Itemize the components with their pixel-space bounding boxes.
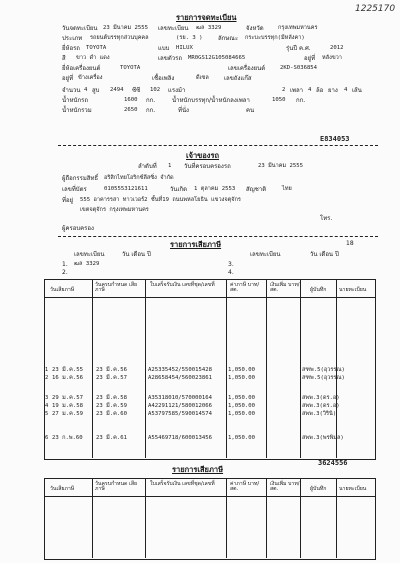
vehicle-class: กระบะบรรทุก(มีหลังคา) [245,35,305,41]
engine-brand: TOYOTA [120,65,141,71]
seats-label: ที่นั่ง [178,107,189,114]
row-num: 2 [45,375,49,381]
seats-unit: คน [246,107,255,114]
wheel-label: ล้อ [316,87,324,94]
table-row-5-due-date: 23 มี.ค.60 [96,411,128,417]
tax-table-header-line [44,297,375,298]
tax-top-row2-no: 2. [62,269,68,276]
table-row-3-due-date: 23 มี.ค.58 [96,395,128,401]
reference-number: 1225170 [355,4,396,14]
serial-stamp: E834053 [320,135,350,143]
engine-cc: 2494 [110,87,124,93]
cylinder-unit: สูบ [92,87,100,94]
col-receipt: ใบเสร็จรับเงิน เลขที่ชุด/เลขที่ [150,282,215,288]
chassis-number: MR0GS12G105084665 [188,55,246,61]
weight-label: น้ำหนักรถ [62,97,89,104]
cc-label: ซีซี [132,87,141,94]
engine-position: ข้างเครื่อง [78,75,103,81]
address-line-1: 555 อาคารรสา ทาวเวอร์2 ชั้นที่19 ถนนพหลโยธิน แขวงจตุจักร [80,197,241,203]
table-row-4-amount: 1,050.00 [228,403,255,409]
table-row-4-due-date: 23 มี.ค.59 [96,403,128,409]
engine-brand-label: ยี่ห้อเครื่องยนต์ [62,65,101,72]
chassis-label: เลขตัวรถ [158,55,182,62]
tax-side-number: 18 [346,240,354,247]
tax-top-plate-col-2: เลขทะเบียน [250,251,281,258]
row-num: 6 [45,435,49,441]
cylinders: 4 [84,87,88,93]
tire-label: ยาง [328,87,338,94]
load-weight: 1050 [272,97,286,103]
tax-top-date-col: วัน เดือน ปี [122,251,151,258]
bottom-col-receipt: ใบเสร็จรับเงิน เลขที่ชุด/เลขที่ [150,481,215,487]
tax-top-row1-no: 1. [62,261,68,268]
reg-date-label: วันจดทะเบียน [62,25,98,32]
address-label: ที่อยู่ [62,197,74,204]
vehicle-type-code: (รย. 3 ) [176,35,203,41]
table-row-2-tax-date: 16 ม.ค.56 [52,375,84,381]
hp-label: แรงม้า [168,87,186,94]
table-row-6-receipt: A55469718/600013456 [148,435,212,441]
table-row-2-amount: 1,050.00 [228,375,255,381]
vehicle-type: รถยนต์บรรทุกส่วนบุคคล [90,35,149,41]
table-row-3-amount: 1,050.00 [228,395,255,401]
table-row-1-due-date: 23 มี.ค.56 [96,367,128,373]
model: HILUX [176,45,193,51]
row-num: 3 [45,395,49,401]
engine-number: 2KD-S036854 [280,65,318,71]
gross-weight-unit: กก. [146,107,156,114]
table-row-5-recorder: สพพ.3(วิรินิ) [302,411,337,417]
tire-unit: เส้น [352,87,362,94]
tires: 4 [344,87,348,93]
load-unit: กก. [296,97,306,104]
vehicle-color: ขาว ดำ แดง [76,55,110,61]
col-tax-date: วันเสียภาษี [50,287,75,293]
gross-weight: 2650 [124,107,138,113]
table-row-6-due-date: 23 มี.ค.61 [96,435,128,441]
table-row-5-tax-date: 27 ม.ค.59 [52,411,84,417]
table-row-3-receipt: A35318010/570000164 [148,395,212,401]
chassis-position-label: อยู่ที่ [304,55,316,62]
table-row-1-recorder: สฑพ.5(อุวรรณ) [302,367,345,373]
table-row-5-receipt: A53797585/590014574 [148,411,212,417]
table-row-1-receipt: A25335452/550015428 [148,367,212,373]
table-row-3-tax-date: 29 ม.ค.57 [52,395,84,401]
plate-label: เลขทะเบียน [158,25,189,32]
tax-top-plate-col: เลขทะเบียน [74,251,105,258]
class-label: ลักษณะ [218,35,239,42]
plate-number: ฒล 3329 [196,25,222,31]
table-row-4-recorder: สพพ.3(ดร.อ) [302,403,340,409]
holder-label: ผู้ถือกรรมสิทธิ์ [62,175,99,182]
table-row-2-due-date: 23 มี.ค.57 [96,375,128,381]
fuel-type: ดีเซล [196,75,209,81]
table-row-5-amount: 1,050.00 [228,411,255,417]
type-label: ประเภท [62,35,83,42]
col-recorder: ผู้บันทึก [310,287,327,293]
table-row-6-tax-date: 23 ก.พ.60 [52,435,83,441]
id-label: เลขที่บัตร [62,186,87,193]
brand: TOYOTA [86,45,107,51]
col-registrar: นายทะเบียน [339,287,367,293]
serial-stamp-bottom: 3624556 [318,459,348,467]
tax-title-top: รายการเสียภาษี [170,240,222,249]
owner-title: เจ้าของรถ [186,151,220,160]
province: กรุงเทพมหานคร [278,25,318,31]
dob: 1 ตุลาคม 2553 [194,186,236,192]
table-row-4-receipt: A42291121/580012066 [148,403,212,409]
possessor-label: ผู้ครอบครอง [62,225,94,232]
hold-date: 23 มีนาคม 2555 [258,163,304,169]
weight-unit: กก. [146,97,156,104]
province-label: จังหวัด [246,25,264,32]
tax-top-row1-plate: ฒล 3329 [74,261,100,267]
table-row-3-recorder: สพพ.3(ดร.อ) [302,395,340,401]
tax-top-date-col-2: วัน เดือน ปี [310,251,339,258]
dob-label: วันเกิด [170,186,188,193]
table-row-1-amount: 1,050.00 [228,367,255,373]
table-row-6-amount: 1,050.00 [228,435,255,441]
brand-label: ยี่ห้อรถ [62,45,80,52]
tax-table-bottom-header-line [44,496,375,497]
vehicle-weight: 1600 [124,97,138,103]
table-row-2-receipt: A28658454/560023861 [148,375,212,381]
engine-number-label: เลขเครื่องยนต์ [228,65,266,72]
table-row-4-tax-date: 19 ม.ค.58 [52,403,84,409]
model-label: แบบ [158,45,170,52]
section-divider [58,145,378,146]
fuel-label: เชื้อเพลิง [152,75,175,82]
bottom-col-due-date: วันครบกำหนด เสียภาษี [95,481,138,493]
tax-top-row3-no: 3. [228,261,234,268]
nationality-label: สัญชาติ [246,186,267,193]
registration-title: รายการจดทะเบียน [176,13,237,22]
row-num: 4 [45,403,49,409]
section-divider-2 [58,236,378,237]
id-number: 0105553121611 [104,186,148,192]
year-label: รุ่นปี ค.ศ. [286,45,311,52]
row-num: 5 [45,411,49,417]
gas-tank-label: เลขถังแก๊ส [224,75,252,82]
bottom-col-recorder: ผู้บันทึก [310,486,327,492]
axle-label: เพลา [290,87,304,94]
col-tax-amount: ค่าภาษี บาท/สต. [230,282,260,294]
color-label: สี [62,55,66,62]
tax-title-bottom: รายการเสียภาษี [172,465,224,474]
load-label: น้ำหนักบรรทุก/น้ำหนักลงเพลา [172,97,250,104]
address-line-2: เขตจตุจักร กรุงเทพมหานคร [80,207,149,213]
col-surcharge: เงินเพิ่ม บาท/สต. [270,282,300,294]
table-row-1-tax-date: 23 มี.ค.55 [52,367,84,373]
hold-date-label: วันที่ครอบครองรถ [184,163,231,170]
axles: 2 [282,87,286,93]
bottom-col-surcharge: เงินเพิ่ม บาท/สต. [270,481,300,493]
col-due-date: วันครบกำหนด เสียภาษี [95,282,138,294]
nationality: ไทย [282,186,292,192]
wheels: 4 [308,87,312,93]
bottom-col-tax-amount: ค่าภาษี บาท/สต. [230,481,260,493]
model-year: 2012 [330,45,344,51]
bottom-col-tax-date: วันเสียภาษี [50,486,75,492]
chassis-position: หลังขวา [322,55,342,61]
row-num: 1 [45,367,49,373]
horsepower: 102 [150,87,161,93]
table-row-2-recorder: สฑพ.5(อุวรรณ) [302,375,345,381]
tax-top-row4-no: 4. [228,269,234,276]
owner-seq-label: ลำดับที่ [138,163,157,170]
engine-position-label: อยู่ที่ [62,75,74,82]
cylinder-label: จำนวน [62,87,81,94]
reg-date: 23 มีนาคม 2555 [103,25,149,31]
bottom-col-registrar: นายทะเบียน [339,486,367,492]
owner-seq: 1 [168,163,172,169]
holder-name: อริสิกไทยโอริกซ์ลีสซิ่ง จำกัด [104,175,174,181]
gross-weight-label: น้ำหนักรวม [62,107,92,114]
table-row-6-recorder: สพพ.3(พรพิมล) [302,435,344,441]
tel-label: โทร. [320,215,333,222]
